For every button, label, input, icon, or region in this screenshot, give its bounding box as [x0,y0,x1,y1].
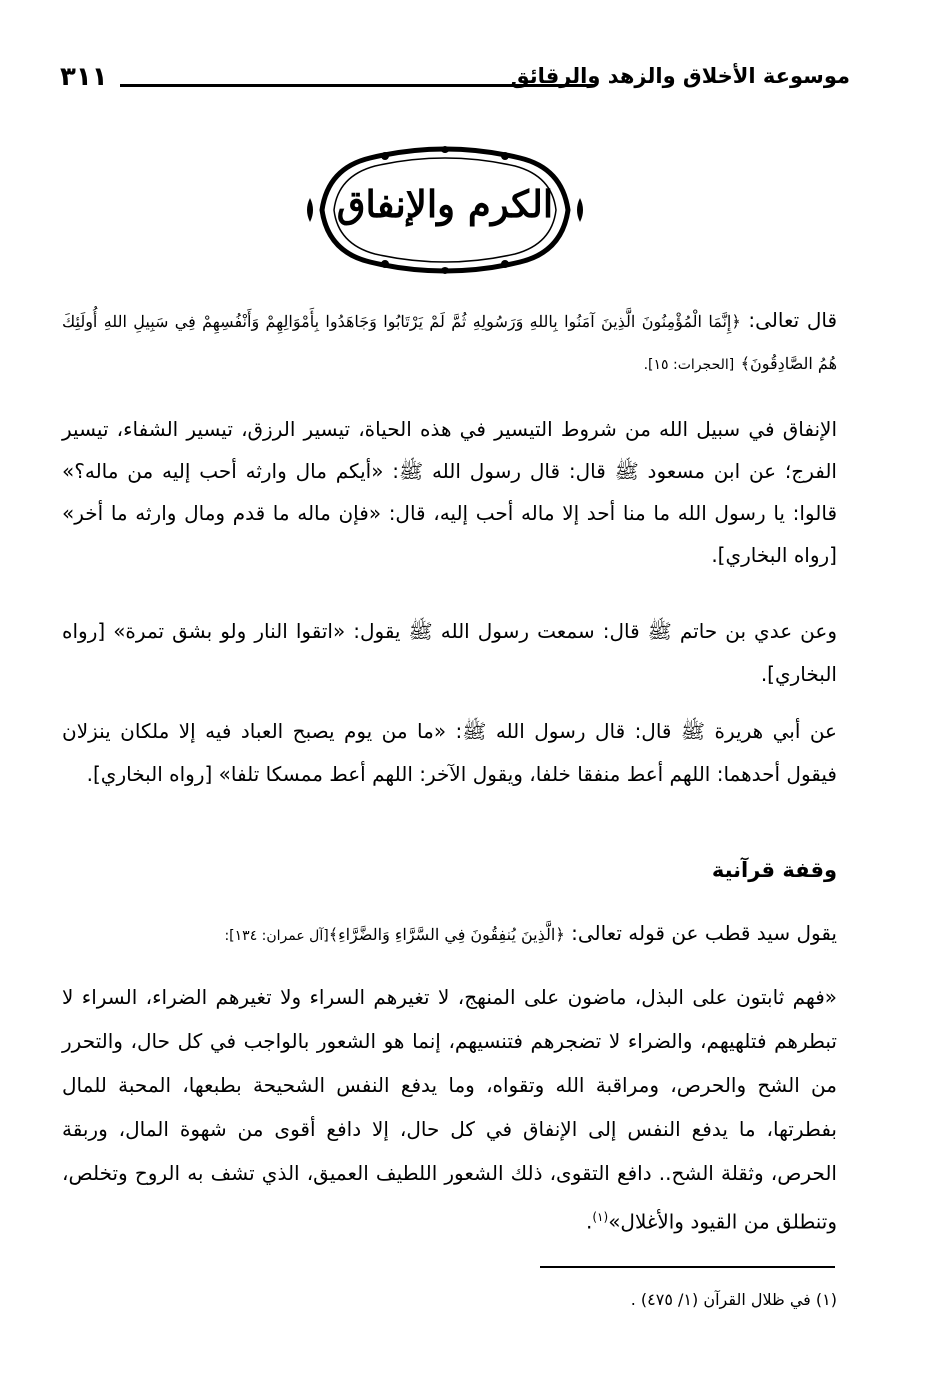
book-title: موسوعة الأخلاق والزهد والرقائق [510,64,850,88]
header-rule [120,84,595,87]
paragraph-abu-hurairah-hadith: عن أبي هريرة ﷺ قال: قال رسول الله ﷺ: «ما من يوم يصبح العباد فيه إلا ملكان ينزلان فيقول أحدهما: اللهم أعط منفقا خلفا، ويقول الآخر: اللهم أعط ممسكا تلفا» [رواه البخاري]. [62,719,837,786]
page-number: ٣١١ [60,62,108,92]
quote-end: . [586,1209,593,1234]
chapter-title: الكرم والإنفاق [336,182,554,226]
paragraph-quote [62,975,837,1244]
quote-text: «فهم ثابتون على البذل، ماضون على المنهج، لا تغيرهم السراء ولا تغيرهم الضراء، السراء لا تبطرهم فتلهيهم، والضراء لا تضجرهم فتنسيهم، إنما هو الشعور بالواجب في كل حال، والتحرر من الشح والحرص، ومراقبة الله وتقواه، وما يدفع النفس الشحيحة بطبعها، المحبة للمال بفطرتها، ما يدفع النفس إلى الإنفاق في كل حال، إلا دافع أقوى من شهوة المال، وربقة الحرص، وثقلة الشح.. دافع التقوى، ذلك الشعور اللطيف العميق، الذي تشف به الروح وتخلص، وتنطلق من القيود والأغلال» [62,985,837,1234]
footnote-marker: (١) [592,1210,609,1224]
paragraph-sayyid-qutb-intro [62,913,837,956]
footnote-rule [540,1266,835,1268]
paragraph-adi-hadith: وعن عدي بن حاتم ﷺ قال: سمعت رسول الله ﷺ يقول: «اتقوا النار ولو بشق تمرة» [رواه البخاري]. [62,619,837,686]
verse-intro: قال تعالى: [740,308,838,332]
section-subheading: وقفة قرآنية [711,858,837,882]
quran-verse: ﴿الَّذِينَ يُنفِقُونَ فِي السَّرَّاءِ وَالضَّرَّاءِ﴾ [328,925,565,944]
page-header [60,62,850,102]
paragraph-spending: الإنفاق في سبيل الله من شروط التيسير في هذه الحياة، تيسير الرزق، تيسير الشفاء، تيسير الفرج؛ عن ابن مسعود ﷺ قال: قال رسول الله ﷺ: «أيكم مال وارثه أحب إليه من ماله؟» قالوا: يا رسول الله ما منا أحد إلا ماله أحب إليه، قال: «فإن ماله ما قدم ومال وارثه ما أخر» [رواه البخاري]. [62,417,837,567]
verse-reference: [الحجرات: ١٥]. [643,357,735,373]
quote-intro: يقول سيد قطب عن قوله تعالى: [564,921,837,945]
verse-reference: [آل عمران: ١٣٤]: [224,928,329,944]
footnote: (١) في ظلال القرآن (١/ ٤٧٥) . [630,1290,837,1309]
paragraph-verse-hujurat [62,300,837,385]
chapter-title-frame [300,140,590,280]
quran-verse: ﴿إِنَّمَا الْمُؤْمِنُونَ الَّذِينَ آمَنُوا بِاللهِ وَرَسُولِهِ ثُمَّ لَمْ يَرْتَابُوا وَجَاهَدُوا بِأَمْوَالِهِمْ وَأَنْفُسِهِمْ فِي سَبِيلِ اللهِ أُولَئِكَ هُمُ الصَّادِقُونَ﴾ [62,312,837,373]
